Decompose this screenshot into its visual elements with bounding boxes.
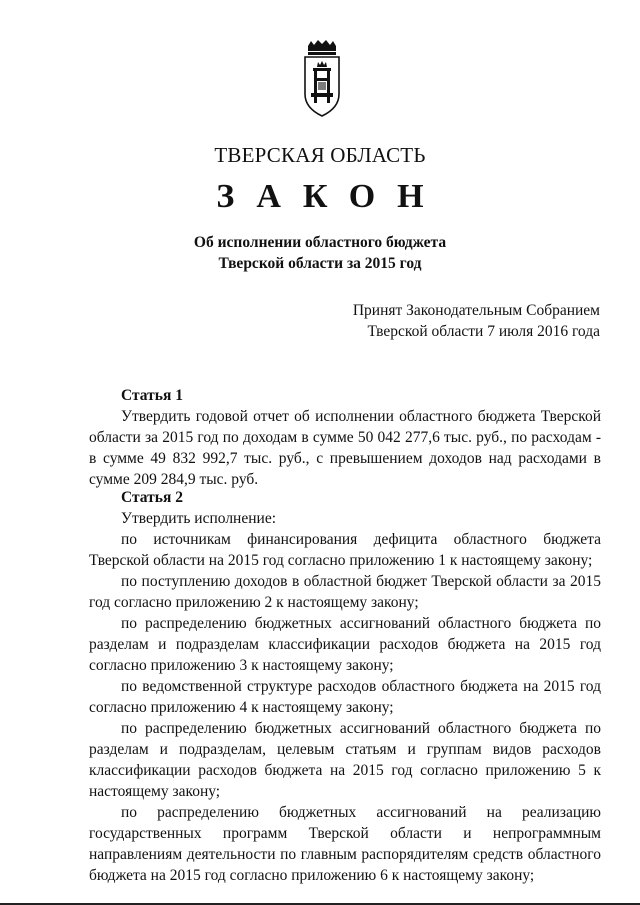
adoption-line-2: Тверской области 7 июля 2016 года [367, 323, 600, 340]
adoption-note [353, 300, 600, 342]
article-2-heading: Статья 2 [121, 489, 183, 506]
list-item: по ведомственной структуре расходов областного бюджета на 2015 год согласно приложению 4 к настоящему закону; [89, 678, 601, 716]
article-2 [89, 487, 601, 886]
article-1-heading: Статья 1 [121, 387, 183, 404]
subtitle-line-2: Тверской области за 2015 год [218, 255, 422, 272]
law-subtitle [0, 232, 640, 274]
list-item: по поступлению доходов в областной бюджет Тверской области за 2015 год согласно приложению 2 к настоящему закону; [89, 573, 601, 611]
adoption-line-1: Принят Законодательным Собранием [352, 302, 600, 319]
subtitle-line-1: Об исполнении областного бюджета [193, 234, 447, 251]
list-item: по распределению бюджетных ассигнований областного бюджета по разделам и подразделам классификации расходов бюджета на 2015 год согласно приложению 3 к настоящему закону; [89, 615, 601, 674]
coat-of-arms-icon [300, 40, 344, 118]
list-item: по источникам финансирования дефицита областного бюджета Тверской области на 2015 год согласно приложению 1 к настоящему закону; [89, 531, 601, 569]
article-1 [89, 385, 601, 490]
list-item: по распределению бюджетных ассигнований областного бюджета по разделам и подразделам, целевым статьям и группам видов расходов классификации расходов бюджета на 2015 год согласно приложению 5 к настоящему закону; [89, 720, 601, 800]
article-1-text: Утвердить годовой отчет об исполнении областного бюджета Тверской области за 2015 год по доходам в сумме 50 042 277,6 тыс. руб., по расходам - в сумме 49 832 992,7 тыс. руб., с превышением доходов над расходами в сумме 209 284,9 тыс. руб. [89, 408, 601, 488]
region-name: ТВЕРСКАЯ ОБЛАСТЬ [214, 143, 426, 167]
list-item: по распределению бюджетных ассигнований на реализацию государственных программ Тверской области и непрограммным направлениям деятельности по главным распорядителям средств областного бюджета на 2015 год согласно приложению 6 к настоящему закону; [89, 804, 601, 884]
law-title: ЗАКОН [216, 178, 446, 215]
article-2-intro: Утвердить исполнение: [121, 510, 276, 527]
